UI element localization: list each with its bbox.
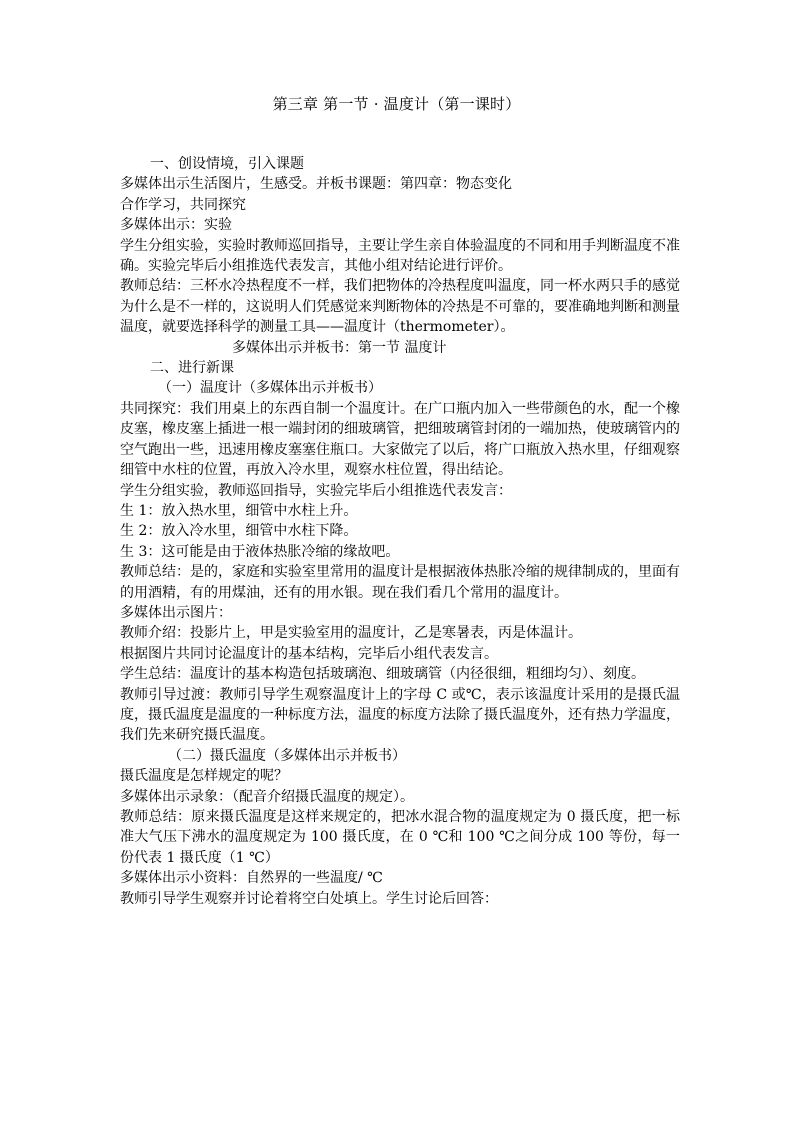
paragraph: （二）摄氏温度（多媒体出示并板书） bbox=[168, 747, 406, 764]
document-body bbox=[120, 154, 680, 909]
paragraph: 学生分组实验，实验时教师巡回指导，主要让学生亲自体验温度的不同和用手判断温度不准确。实验完毕后小组推选代表发言，其他小组对结论进行评价。 bbox=[120, 237, 680, 275]
paragraph: （一）温度计（多媒体出示并板书） bbox=[158, 380, 382, 397]
paragraph: 多媒体出示：实验 bbox=[120, 217, 232, 234]
page-title: 第三章 第一节 · 温度计（第一课时） bbox=[272, 95, 521, 113]
paragraph: 生 1：放入热水里，细管中水柱上升。 bbox=[120, 502, 358, 519]
paragraph: 多媒体出示生活图片，生感受。并板书课题：第四章：物态变化 bbox=[120, 176, 512, 193]
paragraph: 多媒体出示图片： bbox=[120, 604, 232, 621]
paragraph: 合作学习，共同探究 bbox=[120, 196, 246, 213]
paragraph: 共同探究：我们用桌上的东西自制一个温度计。在广口瓶内加入一些带颜色的水，配一个橡皮塞，橡皮塞上插进一根一端封闭的细玻璃管，把细玻璃管封闭的一端加热，使玻璃管内的空气跑出一些，迅速用橡皮塞塞住瓶口。大家做完了以后，将广口瓶放入热水里，仔细观察细管中水柱的位置，再放入冷水里，观察水柱位置，得出结论。 bbox=[120, 400, 680, 479]
paragraph: 二、进行新课 bbox=[150, 360, 234, 377]
paragraph: 摄氏温度是怎样规定的呢？ bbox=[120, 768, 288, 785]
paragraph: 一、创设情境，引入课题 bbox=[150, 156, 304, 172]
paragraph: 教师总结：是的，家庭和实验室里常用的温度计是根据液体热胀冷缩的规律制成的，里面有的用酒精，有的用煤油，还有的用水银。现在我们看几个常用的温度计。 bbox=[120, 564, 680, 601]
paragraph: 教师介绍：投影片上，甲是实验室用的温度计，乙是寒暑表，丙是体温计。 bbox=[120, 625, 582, 642]
paragraph: 多媒体出示并板书：第一节 温度计 bbox=[232, 339, 447, 356]
paragraph: 教师引导学生观察并讨论着将空白处填上。学生讨论后回答： bbox=[120, 890, 498, 907]
paragraph: 学生总结：温度计的基本构造包括玻璃泡、细玻璃管（内径很细，粗细均匀）、刻度。 bbox=[120, 666, 645, 683]
paragraph: 生 3：这可能是由于液体热胀冷缩的缘故吧。 bbox=[120, 543, 400, 560]
paragraph: 多媒体出示录象：（配音介绍摄氏温度的规定）。 bbox=[120, 788, 414, 805]
paragraph: 教师引导过渡：教师引导学生观察温度计上的字母 C 或℃，表示该温度计采用的是摄氏温度，摄氏温度是温度的一种标度方法，温度的标度方法除了摄氏温度外，还有热力学温度，我们先来研究摄氏温度。 bbox=[120, 686, 680, 744]
paragraph: 教师总结：三杯水冷热程度不一样，我们把物体的冷热程度叫温度，同一杯水两只手的感觉为什么是不一样的，这说明人们凭感觉来判断物体的冷热是不可靠的，要准确地判断和测量温度，就要选择科学的测量工具——温度计（thermometer）。 bbox=[120, 278, 680, 336]
paragraph: 多媒体出示小资料：自然界的一些温度/ ℃ bbox=[120, 870, 383, 887]
paragraph: 教师总结：原来摄氏温度是这样来规定的，把冰水混合物的温度规定为 0 摄氏度，把一标准大气压下沸水的温度规定为 100 摄氏度，在 0 ℃和 100 ℃之间分成 100 等份，每一份代表 1 摄氏度（1 ℃） bbox=[120, 809, 680, 866]
paragraph: 生 2：放入冷水里，细管中水柱下降。 bbox=[120, 523, 358, 540]
paragraph: 学生分组实验，教师巡回指导，实验完毕后小组推选代表发言： bbox=[120, 482, 512, 499]
paragraph: 根据图片共同讨论温度计的基本结构，完毕后小组代表发言。 bbox=[120, 645, 498, 662]
